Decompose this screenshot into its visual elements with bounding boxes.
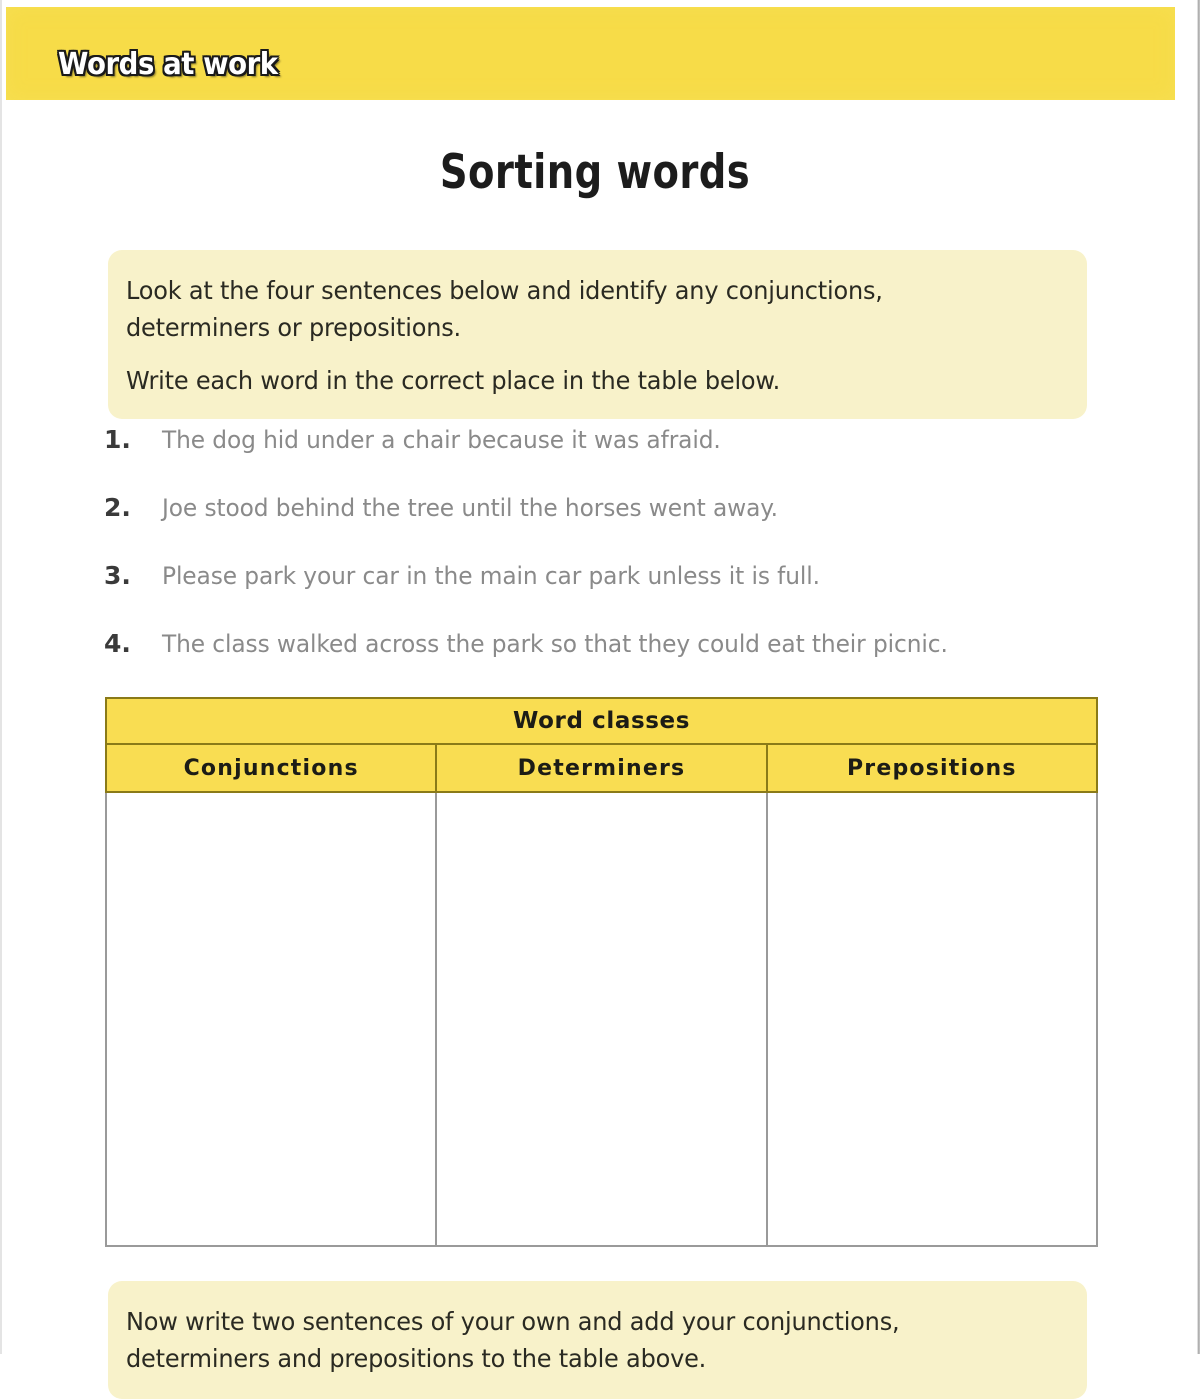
sentence-number: 1.: [104, 425, 131, 454]
sentence-text: Please park your car in the main car park unless it is full.: [162, 562, 820, 590]
table-head: [106, 698, 1097, 792]
page-title: Sorting words: [439, 145, 751, 200]
header-banner: [6, 7, 1175, 100]
instruction-line-2: Write each word in the correct place in the table below.: [126, 366, 781, 395]
instruction-callout: [108, 250, 1087, 419]
column-header-determiners: Determiners: [436, 744, 766, 792]
table-row: [106, 698, 1097, 744]
banner-title: Words at work: [58, 47, 278, 82]
sentence-text: Joe stood behind the tree until the horses went away.: [162, 494, 778, 522]
list-item: [104, 493, 1104, 561]
footer-instruction-line-2: determiners and prepositions to the table above.: [126, 1344, 707, 1373]
footer-instruction-callout: [108, 1281, 1087, 1399]
sentence-text: The dog hid under a chair because it was afraid.: [162, 426, 721, 454]
table-row: [106, 744, 1097, 792]
sentence-number: 2.: [104, 493, 131, 522]
list-item: [104, 629, 1104, 697]
table-body: [106, 792, 1097, 1246]
sentence-number: 3.: [104, 561, 131, 590]
word-classes-table: [105, 697, 1098, 1247]
table-row: [106, 792, 1097, 1246]
table-group-header: Word classes: [106, 698, 1097, 744]
list-item: [104, 561, 1104, 629]
answer-cell-prepositions[interactable]: [767, 792, 1097, 1246]
answer-cell-conjunctions[interactable]: [106, 792, 436, 1246]
answer-cell-determiners[interactable]: [436, 792, 766, 1246]
sentence-list: [104, 425, 1104, 697]
column-header-prepositions: Prepositions: [767, 744, 1097, 792]
footer-instruction-line-1: Now write two sentences of your own and add your conjunctions,: [126, 1307, 900, 1336]
list-item: [104, 425, 1104, 493]
sentence-text: The class walked across the park so that they could eat their picnic.: [162, 630, 948, 658]
instruction-line-1: Look at the four sentences below and identify any conjunctions, determiners or prepositions.: [126, 276, 883, 342]
sentence-number: 4.: [104, 629, 131, 658]
page-left-edge: [0, 0, 2, 1354]
column-header-conjunctions: Conjunctions: [106, 744, 436, 792]
